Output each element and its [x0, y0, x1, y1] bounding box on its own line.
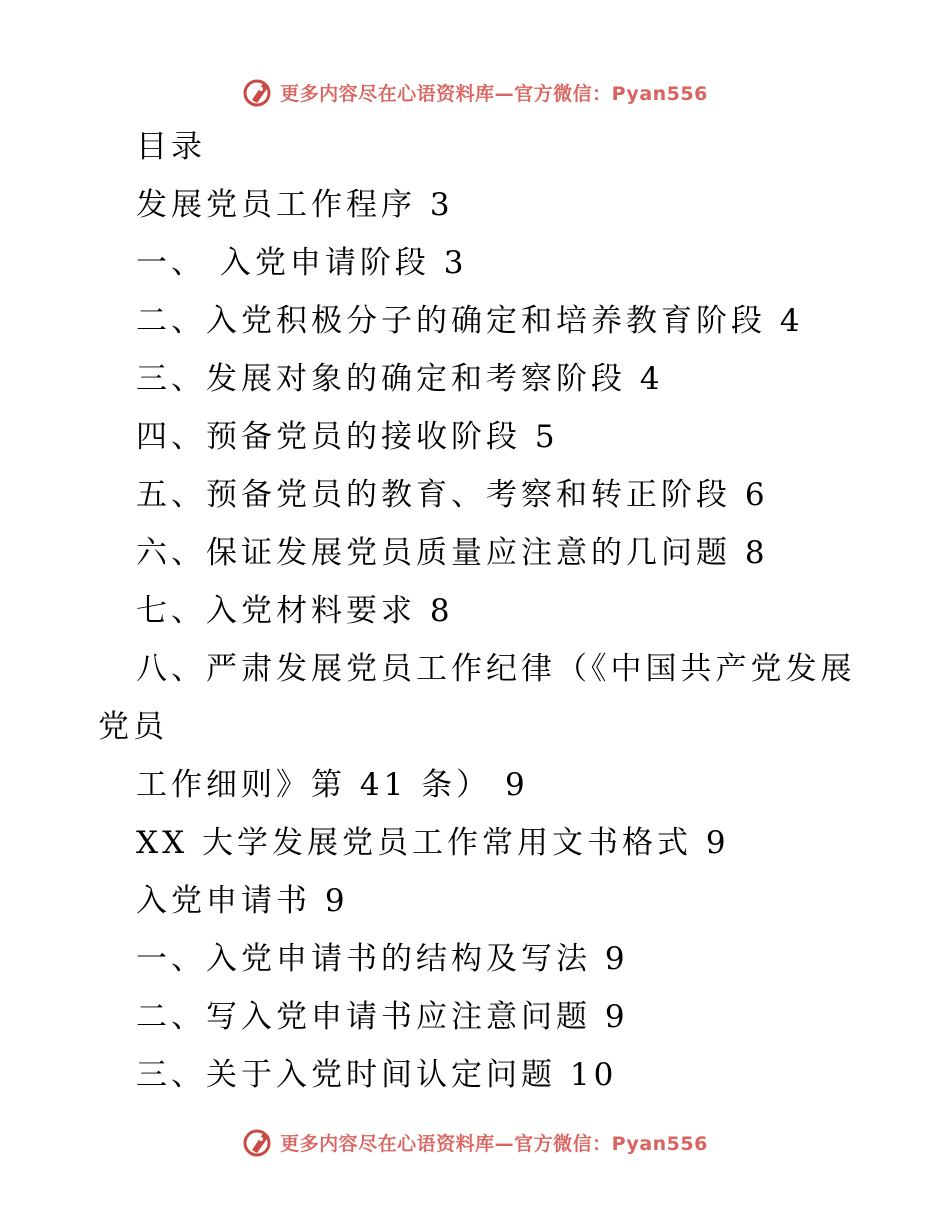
toc-entry: 工作细则》第 41 条） 9 — [136, 767, 529, 803]
toc-entry: 三、发展对象的确定和考察阶段 4 — [136, 361, 664, 397]
footer-banner-text: 更多内容尽在心语资料库—官方微信：Pyan556 — [280, 1132, 708, 1155]
toc-entry: 四、预备党员的接收阶段 5 — [136, 419, 559, 455]
toc-entry: 二、入党积极分子的确定和培养教育阶段 4 — [136, 303, 804, 339]
header-banner — [0, 72, 950, 112]
toc-entry: 二、写入党申请书应注意问题 9 — [136, 999, 629, 1035]
toc-entry: 六、保证发展党员质量应注意的几问题 8 — [136, 535, 769, 571]
footer-banner — [0, 1122, 950, 1162]
toc-title: 目录 — [136, 129, 206, 165]
toc-entry: 八、严肃发展党员工作纪律（《中国共产党发展 — [136, 651, 856, 687]
table-of-contents — [0, 118, 950, 1104]
toc-entry: XX 大学发展党员工作常用文书格式 9 — [136, 825, 730, 861]
toc-entry: 三、关于入党时间认定问题 10 — [136, 1057, 618, 1093]
toc-entry-continuation: 党员 — [98, 709, 168, 745]
pen-nib-circle-icon — [242, 76, 274, 108]
toc-entry: 发展党员工作程序 3 — [136, 187, 454, 223]
toc-entry: 七、入党材料要求 8 — [136, 593, 454, 629]
toc-entry: 一、入党申请书的结构及写法 9 — [136, 941, 629, 977]
pen-nib-circle-icon — [242, 1126, 274, 1158]
toc-entry: 五、预备党员的教育、考察和转正阶段 6 — [136, 477, 769, 513]
toc-entry: 一、 入党申请阶段 3 — [136, 245, 468, 281]
toc-entry: 入党申请书 9 — [136, 883, 349, 919]
header-banner-text: 更多内容尽在心语资料库—官方微信：Pyan556 — [280, 82, 708, 105]
